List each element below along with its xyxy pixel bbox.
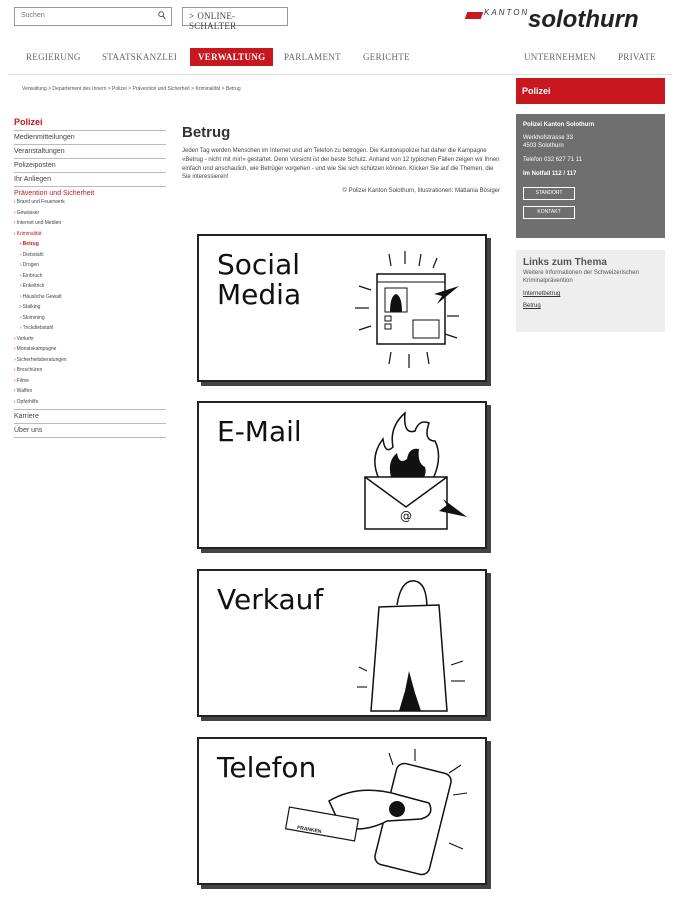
sidebar-subitem[interactable] [14, 260, 166, 271]
panel-e-mail[interactable] [197, 401, 487, 549]
link-betrug[interactable]: Betrug [523, 303, 541, 309]
links-title: Links zum Thema [523, 257, 607, 268]
sidebar-subitem[interactable] [14, 208, 166, 219]
online-schalter-label: ONLINE-SCHALTER [189, 11, 237, 31]
email-illustration [339, 407, 474, 545]
sidebar-item-karriere[interactable]: Karriere [14, 409, 166, 424]
logo-flag [465, 12, 484, 19]
sidebar-subitem[interactable] [14, 397, 166, 408]
nav-parlament[interactable]: PARLAMENT [284, 52, 341, 62]
chevron-right-icon: › [20, 272, 22, 279]
chevron-right-icon: › [20, 262, 22, 268]
sidebar-item[interactable]: Ihr Anliegen [14, 173, 166, 187]
sidebar-subitem-label: Filme [16, 377, 29, 384]
panel-label [217, 250, 301, 310]
chevron-right-icon: › [14, 335, 16, 342]
nav-unternehmen[interactable]: UNTERNEHMEN [524, 52, 596, 62]
sidebar-subitem-label: Brand und Feuerwerk [16, 199, 65, 205]
logo-solothurn: solothurn [528, 6, 639, 33]
main-content [182, 124, 500, 194]
sidebar-subitem[interactable] [14, 218, 166, 229]
links-description: Weitere Informationen der Schweizerischen Kriminalprävention [523, 270, 639, 284]
chevron-right-icon: > [189, 11, 195, 21]
chevron-right-icon: › [14, 346, 16, 352]
sidebar-subitem[interactable] [14, 250, 166, 261]
panel-label: Verkauf [217, 583, 324, 616]
link-internetbetrug[interactable]: Internetbetrug [523, 291, 561, 297]
logo-kanton: KANTON [484, 8, 530, 17]
search-input[interactable] [14, 7, 172, 26]
panel-label: E-Mail [217, 415, 302, 448]
sidebar-subitem-label: Sicherheitsberatungen [16, 356, 67, 363]
chevron-right-icon: › [20, 304, 22, 310]
location-button[interactable]: STANDORT [523, 187, 575, 200]
panel-label-text: Social Media [217, 248, 302, 311]
chevron-right-icon: › [20, 314, 22, 321]
sidebar-subitem[interactable] [14, 323, 166, 334]
sidebar-subitem[interactable] [14, 292, 166, 303]
sidebar-subitem-label: Waffen [16, 388, 33, 394]
sidebar-subitem[interactable] [14, 355, 166, 366]
sidebar-subitem-label: Trickdiebstahl [22, 325, 54, 331]
sidebar-subitem[interactable] [14, 271, 166, 282]
chevron-right-icon: › [14, 388, 16, 394]
chevron-right-icon: › [20, 293, 22, 300]
panel-telefon[interactable] [197, 737, 487, 885]
sidebar-title[interactable]: Polizei [14, 117, 166, 131]
sidebar-subitem-label: Gewässer [16, 209, 40, 216]
chevron-right-icon: › [14, 209, 16, 216]
chevron-right-icon: › [20, 283, 22, 289]
chevron-right-icon: › [14, 398, 16, 405]
contact-button[interactable]: KONTAKT [523, 206, 575, 219]
sidebar-item-praevention[interactable]: Prävention und Sicherheit [14, 190, 95, 197]
sidebar-subitem-label: Diebstahl [22, 251, 44, 258]
right-header: Polizei [516, 78, 665, 104]
nav-gerichte[interactable]: GERICHTE [363, 52, 410, 62]
sidebar-subitem[interactable] [14, 281, 166, 292]
page-title: Betrug [182, 124, 231, 141]
sidebar-subitem[interactable] [14, 313, 166, 324]
illustration-credit: © Polizei Kanton Solothurn, Illustrationen: Mattania Bösiger [342, 188, 500, 195]
nav-regierung[interactable]: REGIERUNG [26, 52, 81, 62]
sidebar-subitem[interactable] [14, 334, 166, 345]
sidebar-subitem-kriminalitaet[interactable] [14, 229, 166, 240]
main-nav [0, 44, 680, 70]
sidebar-subitem-label: Internet und Medien [16, 220, 62, 226]
nav-divider [8, 74, 672, 75]
chevron-down-icon: › [14, 230, 16, 237]
intro-text: Jeden Tag werden Menschen im Internet und am Telefon zu betrogen. Die Kantonspolizei hat daher die Kampagne «Betrug - nicht mit mir!» gestartet. Denn Vorsicht ist der beste Schutz. Anhand von 12 typischen Fällen zeigen wir Ihnen einfach und anschaulich, wie Betrüger vorgehen - und wie Sie sich schützen können. Klicken Sie auf die Themen, die Sie interessieren! [182, 148, 500, 181]
chevron-right-icon: › [20, 325, 22, 331]
panel-verkauf[interactable] [197, 569, 487, 717]
emergency-number: Im Notfall 112 / 117 [523, 171, 577, 177]
sidebar-subitem[interactable] [14, 197, 166, 208]
links-box [516, 250, 665, 332]
sidebar-subitem-label: Opferhilfe [16, 398, 39, 405]
sidebar-subitem[interactable] [14, 302, 166, 313]
sidebar-subitem-label: Einbruch [22, 272, 43, 279]
contact-city: 4503 Solothurn [523, 143, 564, 149]
chevron-right-icon: › [20, 251, 22, 258]
contact-phone[interactable]: Telefon 032 627 71 11 [523, 157, 582, 163]
sidebar-item[interactable]: Polizeiposten [14, 159, 166, 173]
sidebar-subitem[interactable] [14, 365, 166, 376]
logo[interactable] [466, 4, 666, 34]
contact-address [523, 134, 658, 150]
breadcrumb[interactable]: Verwaltung > Departement des Innern > Polizei > Prävention und Sicherheit > Kriminalität > Betrug [22, 86, 241, 92]
search-icon[interactable] [158, 11, 166, 22]
sidebar-subitem-label: Verkehr [16, 335, 34, 342]
panel-social-media[interactable] [197, 234, 487, 382]
sidebar-subitem-betrug[interactable] [14, 239, 166, 250]
banknote-label: FRANKEN [296, 824, 322, 836]
chevron-right-icon: › [14, 377, 16, 384]
social-media-illustration [339, 246, 474, 374]
sidebar-subitem-label: Stalking [22, 304, 41, 310]
phone-illustration [269, 743, 479, 881]
sidebar-item[interactable]: Medienmitteilungen [14, 131, 166, 145]
sidebar-subitem[interactable] [14, 386, 166, 397]
sidebar-subitem-label: Skimming [22, 314, 45, 321]
chevron-right-icon: › [14, 220, 16, 226]
panel-label: Telefon [217, 751, 317, 784]
chevron-right-icon: › [14, 356, 16, 363]
contact-street: Werkhofstrasse 33 [523, 135, 573, 141]
chevron-right-icon: › [14, 199, 16, 205]
nav-staatskanzlei[interactable]: STAATSKANZLEI [102, 52, 178, 62]
sidebar-item[interactable]: Veranstaltungen [14, 145, 166, 159]
contact-box [516, 114, 665, 238]
sidebar-item-ueber-uns[interactable]: Über uns [14, 424, 166, 438]
chevron-right-icon: › [20, 241, 22, 247]
search-placeholder: Suchen [21, 12, 45, 19]
sidebar-subitem-label: Drogen [22, 262, 40, 268]
sidebar-subitem-label: Häusliche Gewalt [22, 293, 62, 300]
nav-private[interactable]: PRIVATE [618, 52, 656, 62]
sidebar-subitem-label: Enkeltrick [22, 283, 45, 289]
sidebar-subitem-label: Monatskampagne [16, 346, 57, 352]
sidebar [14, 117, 166, 438]
sidebar-subitem[interactable] [14, 344, 166, 355]
sidebar-subitem-label: Kriminalität [16, 230, 42, 237]
shopping-bag-illustration [339, 575, 474, 713]
sidebar-subitem-label: Betrug [22, 241, 39, 247]
sidebar-subitem[interactable] [14, 376, 166, 387]
contact-org: Polizei Kanton Solothurn [523, 122, 595, 128]
svg-text:@: @ [400, 509, 412, 523]
nav-verwaltung[interactable]: VERWALTUNG [190, 48, 273, 66]
chevron-right-icon: › [14, 367, 16, 373]
online-schalter-button[interactable] [182, 7, 288, 31]
sidebar-subitem-label: Broschüren [16, 367, 43, 373]
